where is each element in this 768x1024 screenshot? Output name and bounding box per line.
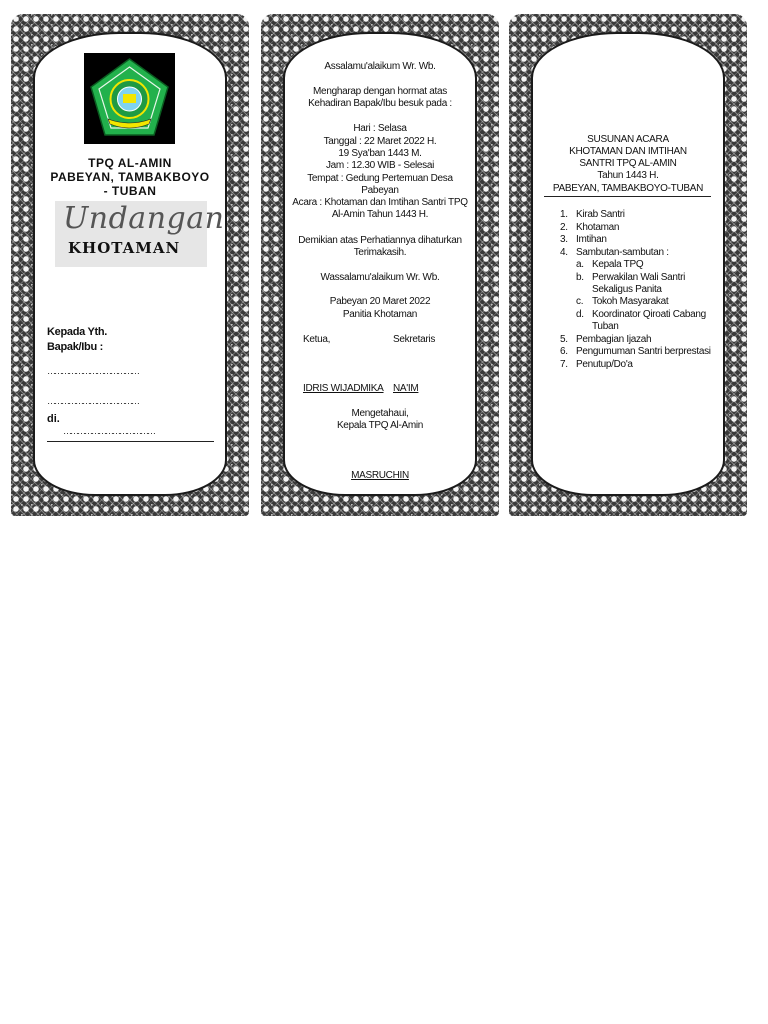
secretary-name: NA'IM — [393, 383, 419, 394]
closing-line2: Terimakasih. — [353, 247, 407, 258]
agenda-item-text: Khotaman — [576, 222, 620, 233]
chair-label: Ketua, — [303, 334, 331, 345]
agenda-location: PABEYAN, TAMBAKBOYO-TUBAN — [552, 183, 704, 194]
agenda-item-text: Kepala TPQ — [592, 259, 644, 270]
agenda-item-number: 7. — [560, 359, 568, 370]
agenda-item-number: d. — [576, 309, 584, 320]
agenda-header-rule — [544, 196, 711, 197]
event-day: Hari : Selasa — [353, 123, 407, 134]
addressee-sub-label: Bapak/Ibu : — [47, 341, 103, 353]
agenda-item-text: Pembagian Ijazah — [576, 334, 652, 345]
di-label: di. — [47, 413, 60, 425]
agenda-item-text: Kirab Santri — [576, 209, 625, 220]
greeting: Assalamu'alaikum Wr. Wb. — [324, 61, 436, 72]
org-name-line2: PABEYAN, TAMBAKBOYO — [50, 170, 210, 184]
intro-line1: Mengharap dengan hormat atas — [313, 86, 447, 97]
event-date: Tanggal : 22 Maret 2022 H. — [323, 136, 437, 147]
acknowledgement-line2: Kepala TPQ Al-Amin — [336, 420, 424, 431]
agenda-item-number: 3. — [560, 234, 568, 245]
blank-line-3: ………………………………… — [63, 426, 154, 436]
agenda-item-text: Sekaligus Panita — [592, 284, 662, 295]
event-agenda-line1: Acara : Khotaman dan Imtihan Santri TPQ — [292, 197, 468, 208]
farewell: Wassalamu'alaikum Wr. Wb. — [320, 272, 440, 283]
agenda-title: SUSUNAN ACARA — [587, 134, 669, 145]
invitation-title-banner — [55, 201, 225, 267]
intro-line2: Kehadiran Bapak/Ibu besuk pada : — [308, 98, 452, 109]
addressee-label: Kepada Yth. — [47, 326, 108, 338]
event-agenda-line2: Al-Amin Tahun 1443 H. — [331, 209, 429, 220]
agenda-item-text: Pengumuman Santri berprestasi — [576, 346, 711, 357]
agenda-item-text: Sambutan-sambutan : — [576, 247, 669, 258]
agenda-item-text: Tokoh Masyarakat — [592, 296, 669, 307]
agenda-item-number: b. — [576, 272, 584, 283]
blank-line-2: ………………………………… — [47, 396, 138, 406]
agenda-item-number: a. — [576, 259, 584, 270]
chair-name: IDRIS WIJADMIKA — [303, 383, 384, 394]
event-hijri-date: 19 Sya'ban 1443 M. — [338, 148, 422, 159]
agenda-item-number: 5. — [560, 334, 568, 345]
agenda-item-text: Imtihan — [576, 234, 607, 245]
org-name-line3: - TUBAN — [103, 184, 157, 198]
agenda-item-number: 2. — [560, 222, 568, 233]
agenda-item-text: Tuban — [592, 321, 619, 332]
closing-line1: Demikian atas Perhatiannya dihaturkan — [298, 235, 462, 246]
agenda-item-number: 4. — [560, 247, 568, 258]
agenda-year: Tahun 1443 H. — [597, 170, 659, 181]
agenda-subtitle-1: KHOTAMAN DAN IMTIHAN — [569, 146, 687, 157]
tpq-logo — [84, 53, 175, 144]
agenda-item-text: Penutup/Do'a — [576, 359, 633, 370]
event-time: Jam : 12.30 WIB - Selesai — [325, 160, 435, 171]
secretary-label: Sekretaris — [393, 334, 436, 345]
acknowledgement-line1: Mengetahaui, — [351, 408, 409, 419]
address-rule — [47, 441, 214, 442]
head-name: MASRUCHIN — [351, 470, 409, 481]
agenda-item-number: 6. — [560, 346, 568, 357]
agenda-item-text: Koordinator Qiroati Cabang — [592, 309, 706, 320]
agenda-item-number: c. — [576, 296, 584, 307]
agenda-subtitle-2: SANTRI TPQ AL-AMIN — [579, 158, 677, 169]
committee-name: Panitia Khotaman — [342, 309, 418, 320]
blank-line-1: ………………………………… — [47, 366, 138, 376]
event-place-line1: Tempat : Gedung Pertemuan Desa — [307, 173, 453, 184]
title-script: Undangan — [63, 201, 225, 236]
agenda-item-number: 1. — [560, 209, 568, 220]
org-name-line1: TPQ AL-AMIN — [88, 156, 172, 170]
title-main: KHOTAMAN — [68, 239, 181, 257]
agenda-item-text: Perwakilan Wali Santri — [592, 272, 686, 283]
place-date: Pabeyan 20 Maret 2022 — [329, 296, 431, 307]
event-place-line2: Pabeyan — [361, 185, 399, 196]
